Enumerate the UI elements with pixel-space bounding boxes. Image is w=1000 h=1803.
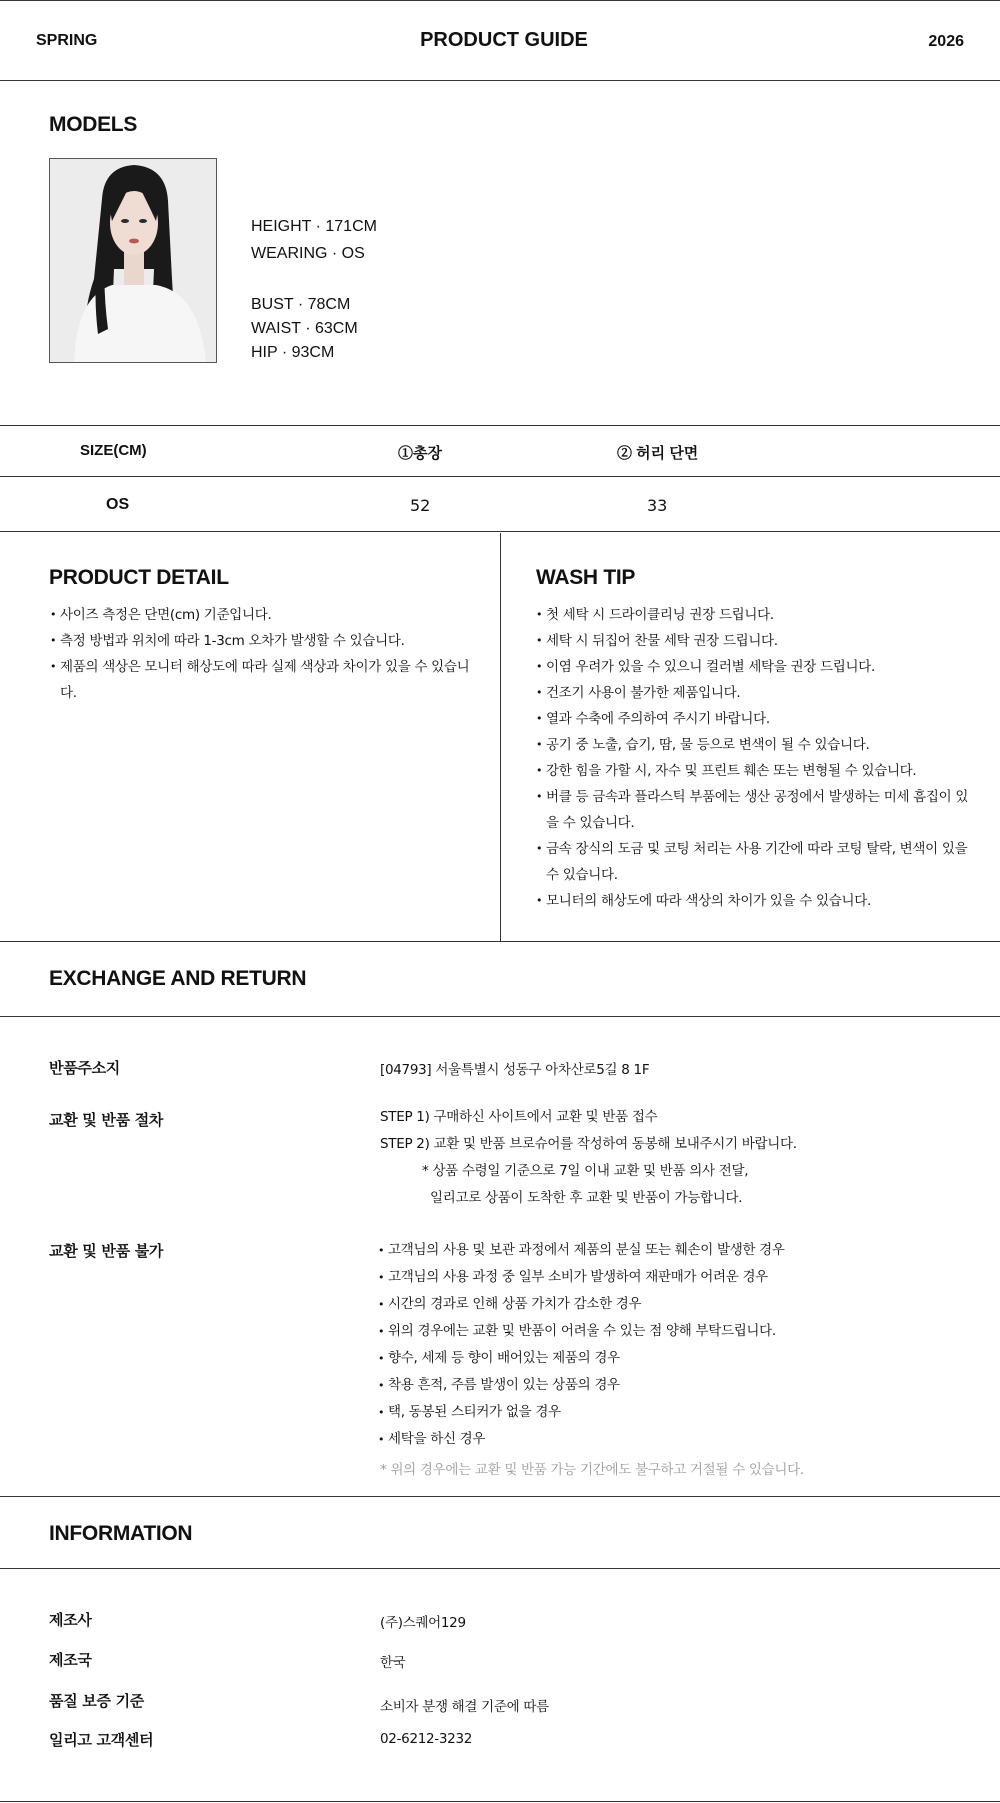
size-table-top-border [0, 425, 1000, 426]
size-header-waist: ② 허리 단면 [617, 445, 699, 462]
exchange-title: EXCHANGE AND RETURN [49, 967, 307, 990]
season-label: SPRING [36, 32, 98, 49]
list-item: • 이염 우려가 있을 수 있으니 컬러별 세탁을 권장 드립니다. [536, 654, 976, 680]
wash-tip-list [536, 602, 976, 914]
exchange-bottom-border [0, 1496, 1000, 1497]
header-divider [0, 80, 1000, 81]
procedure-note-1: * 상품 수령일 기준으로 7일 이내 교환 및 반품 의사 전달, [422, 1163, 749, 1179]
list-item: • 시간의 경과로 인해 상품 가치가 감소한 경우 [378, 1291, 938, 1318]
detail-bottom-border [0, 941, 1000, 942]
return-address-label: 반품주소지 [49, 1059, 120, 1077]
list-item: • 고객님의 사용 및 보관 과정에서 제품의 분실 또는 훼손이 발생한 경우 [378, 1237, 938, 1264]
page-title: PRODUCT GUIDE [420, 29, 588, 51]
info-label-manufacturer: 제조사 [49, 1611, 92, 1629]
list-item: • 착용 흔적, 주름 발생이 있는 상품의 경우 [378, 1372, 938, 1399]
not-allowed-note: * 위의 경우에는 교환 및 반품 가능 기간에도 불구하고 거절될 수 있습니다. [380, 1462, 804, 1478]
model-photo [49, 158, 217, 363]
list-item: • 금속 장식의 도금 및 코팅 처리는 사용 기간에 따라 코팅 탈락, 변색이 있을 수 있습니다. [536, 836, 976, 888]
size-header-length: ①총장 [398, 445, 442, 462]
info-label-country: 제조국 [49, 1651, 92, 1669]
year-label: 2026 [928, 33, 964, 50]
procedure-step-2: STEP 2) 교환 및 반품 브로슈어를 작성하여 동봉해 보내주시기 바랍니다. [380, 1136, 797, 1152]
list-item: • 향수, 세제 등 향이 배어있는 제품의 경우 [378, 1345, 938, 1372]
bottom-border [0, 1801, 1000, 1802]
size-row-os-size: OS [106, 496, 130, 513]
model-hip: HIP · 93CM [251, 344, 335, 361]
list-item: • 건조기 사용이 불가한 제품입니다. [536, 680, 976, 706]
procedure-lines [380, 1104, 797, 1212]
info-value-service-center: 02-6212-3232 [380, 1731, 473, 1747]
wash-tip-title: WASH TIP [536, 566, 636, 589]
model-height: HEIGHT · 171CM [251, 218, 377, 235]
model-photo-illustration [50, 159, 217, 363]
information-title: INFORMATION [49, 1522, 193, 1545]
model-bust: BUST · 78CM [251, 296, 351, 313]
list-item: • 세탁 시 뒤집어 찬물 세탁 권장 드립니다. [536, 628, 976, 654]
info-label-service-center: 일리고 고객센터 [49, 1731, 154, 1749]
exchange-title-divider [0, 1016, 1000, 1017]
top-border [0, 0, 1000, 1]
list-item: • 공기 중 노출, 습기, 땀, 물 등으로 변색이 될 수 있습니다. [536, 732, 976, 758]
list-item: • 제품의 색상은 모니터 해상도에 따라 실제 색상과 차이가 있을 수 있습니다. [50, 654, 480, 706]
return-address-value: [04793] 서울특별시 성동구 아차산로5길 8 1F [380, 1062, 650, 1078]
size-row-os-waist: 33 [647, 496, 668, 515]
size-header-size: SIZE(CM) [80, 442, 147, 459]
list-item: • 고객님의 사용 과정 중 일부 소비가 발생하여 재판매가 어려운 경우 [378, 1264, 938, 1291]
list-item: • 강한 힘을 가할 시, 자수 및 프린트 훼손 또는 변형될 수 있습니다. [536, 758, 976, 784]
list-item: • 사이즈 측정은 단면(cm) 기준입니다. [50, 602, 480, 628]
list-item: • 첫 세탁 시 드라이클리닝 권장 드립니다. [536, 602, 976, 628]
list-item: • 모니터의 해상도에 따라 색상의 차이가 있을 수 있습니다. [536, 888, 976, 914]
list-item: • 열과 수축에 주의하여 주시기 바랍니다. [536, 706, 976, 732]
size-row-os-length: 52 [410, 496, 431, 515]
info-value-manufacturer: (주)스퀘어129 [380, 1615, 466, 1631]
info-value-quality: 소비자 분쟁 해결 기준에 따름 [380, 1699, 549, 1715]
size-table-bottom-border [0, 531, 1000, 532]
procedure-label: 교환 및 반품 절차 [49, 1111, 164, 1129]
procedure-step-1: STEP 1) 구매하신 사이트에서 교환 및 반품 접수 [380, 1109, 658, 1125]
information-title-divider [0, 1568, 1000, 1569]
list-item: • 택, 동봉된 스티커가 없을 경우 [378, 1399, 938, 1426]
info-label-quality: 품질 보증 기준 [49, 1692, 144, 1710]
not-allowed-list [378, 1237, 938, 1453]
product-detail-title: PRODUCT DETAIL [49, 566, 229, 589]
model-waist: WAIST · 63CM [251, 320, 358, 337]
product-detail-list [50, 602, 480, 706]
list-item: • 세탁을 하신 경우 [378, 1426, 938, 1453]
info-value-country: 한국 [380, 1655, 406, 1671]
not-allowed-label: 교환 및 반품 불가 [49, 1242, 164, 1260]
procedure-note-2: 일리고로 상품이 도착한 후 교환 및 반품이 가능합니다. [430, 1190, 743, 1206]
list-item: • 위의 경우에는 교환 및 반품이 어려울 수 있는 점 양해 부탁드립니다. [378, 1318, 938, 1345]
models-title: MODELS [49, 113, 138, 136]
size-table-mid-border [0, 476, 1000, 477]
list-item: • 측정 방법과 위치에 따라 1-3cm 오차가 발생할 수 있습니다. [50, 628, 480, 654]
column-divider [500, 533, 501, 941]
list-item: • 버클 등 금속과 플라스틱 부품에는 생산 공정에서 발생하는 미세 흠집이 있을 수 있습니다. [536, 784, 976, 836]
model-wearing: WEARING · OS [251, 245, 365, 262]
